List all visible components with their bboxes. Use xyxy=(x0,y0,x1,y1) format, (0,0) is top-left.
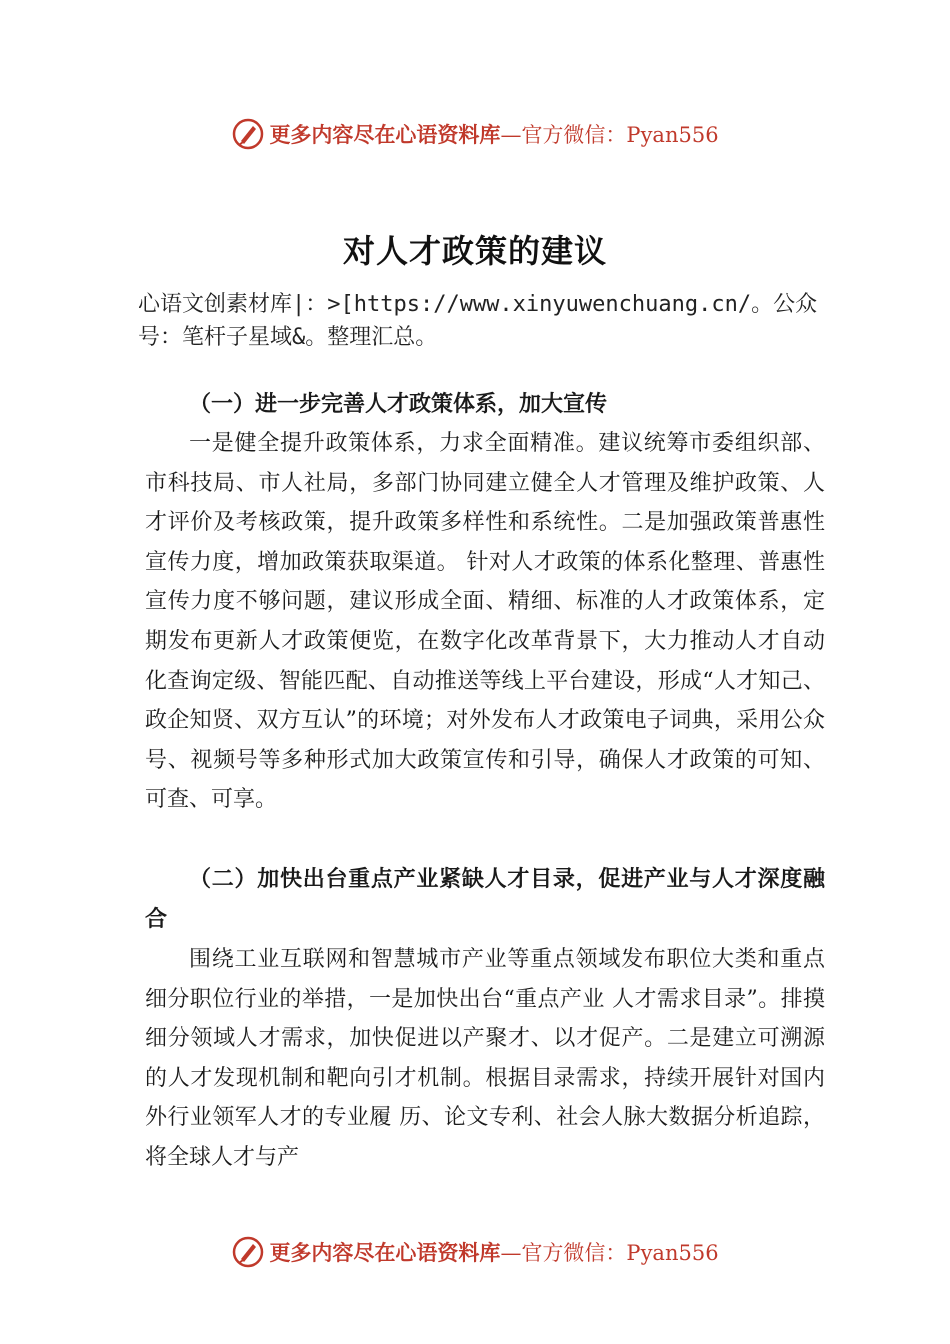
watermark-slogan: 更多内容尽在心语资料库 xyxy=(269,122,501,147)
watermark-text xyxy=(269,119,718,149)
source-note: 心语文创素材库|：>[https://www.xinyuwenchuang.cn/。公众号：笔杆子星域&。整理汇总。 xyxy=(138,292,818,350)
pen-logo-icon xyxy=(231,1235,265,1269)
document-title: 对人才政策的建议 xyxy=(342,232,607,270)
watermark-slogan: 更多内容尽在心语资料库 xyxy=(269,1240,501,1265)
section2-heading xyxy=(145,860,825,939)
section2-body xyxy=(145,940,825,1178)
watermark-wechat: —官方微信：Pyan556 xyxy=(500,1241,719,1265)
paragraph: 一是健全提升政策体系，力求全面精准。建议统筹市委组织部、市科技局、市人社局，多部门协同建立健全人才管理及维护政策、人才评价及考核政策，提升政策多样性和系统性。二是加强政策普惠性宣传力度，增加政策获取渠道。 针对人才政策的体系化整理、普惠性宣传力度不够问题，建议形成全面、精细、标准的人才政策体系，定期发布更新人才政策便览，在数字化改革背景下，大力推动人才自动化查询定级、智能匹配、自动推送等线上平台建设，形成“人才知己、政企知贤、双方互认”的环境；对外发布人才政策电子词典，采用公众号、视频号等多种形式加大政策宣传和引导，确保人才政策的可知、可查、可享。 xyxy=(145,431,825,813)
header-watermark xyxy=(0,114,950,154)
watermark-wechat: —官方微信：Pyan556 xyxy=(500,123,719,147)
paragraph: 围绕工业互联网和智慧城市产业等重点领域发布职位大类和重点细分职位行业的举措，一是加快出台“重点产业 人才需求目录”。排摸细分领域人才需求，加快促进以产聚才、以才促产。二是建立可溯源的人才发现机制和靶向引才机制。根据目录需求，持续开展针对国内外行业领军人才的专业履 历、论文专利、社会人脉大数据分析追踪，将全球人才与产 xyxy=(145,947,825,1170)
heading-text: （二）加快出台重点产业紧缺人才目录，促进产业与人才深度融合 xyxy=(145,866,825,932)
footer-watermark xyxy=(0,1232,950,1272)
watermark-text xyxy=(269,1237,718,1267)
pen-logo-icon xyxy=(231,117,265,151)
section1-body xyxy=(145,424,825,820)
section1-heading: （一）进一步完善人才政策体系，加大宣传 xyxy=(189,391,608,417)
